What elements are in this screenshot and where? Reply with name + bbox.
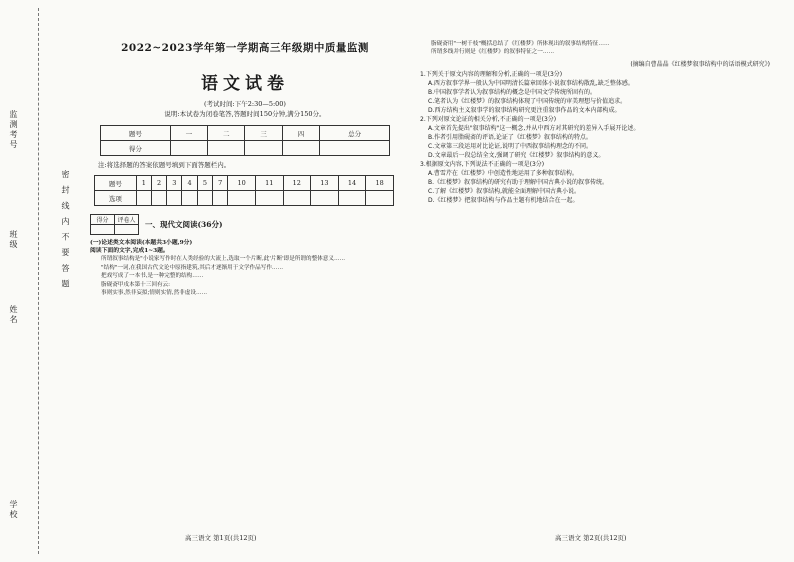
- score-input-cell[interactable]: [245, 141, 282, 156]
- page-footer-left: 高三语文 第1页(共12页): [185, 534, 257, 542]
- score-cell: 题号: [101, 126, 171, 141]
- question-2: 2.下列对原文论证的相关分析,不正确的一项是(3分): [420, 115, 557, 123]
- fold-line: [38, 8, 39, 554]
- answer-cell: 13: [311, 176, 339, 191]
- passage-paragraph: "结构"一词,在我国古代文论中原指建筑,其后才逐渐用于文学作品写作……: [101, 264, 284, 271]
- grader-name-label: 评卷人: [115, 215, 139, 225]
- answer-cell: 5: [197, 176, 212, 191]
- question-option: C.了解《红楼梦》叙事结构,就能全面理解中国古典小说。: [428, 187, 581, 195]
- question-option: B.作者引用脂砚斋的评语,论证了《红楼梦》叙事结构的特点。: [428, 133, 592, 141]
- answer-input-cell[interactable]: [167, 191, 182, 206]
- question-1: 1.下列关于原文内容的理解和分析,正确的一项是(3分): [420, 70, 563, 78]
- answer-cell: 14: [338, 176, 366, 191]
- answer-input-cell[interactable]: [136, 191, 151, 206]
- answer-input-cell[interactable]: [255, 191, 283, 206]
- subject-title: 语文试卷: [201, 74, 289, 94]
- school-year-title: 2022~2023学年第一学期高三年级期中质量监测: [121, 42, 369, 54]
- strip-label-name: 姓名: [9, 305, 18, 325]
- source-citation: (摘编自曹晶晶《红楼梦叙事结构中的话语模式研究》): [630, 60, 770, 68]
- answer-cell: 题号: [95, 176, 137, 191]
- answer-cell: 4: [182, 176, 197, 191]
- answer-input-cell[interactable]: [311, 191, 339, 206]
- subsection-title: (一)论述类文本阅读(本题共3小题,9分): [90, 240, 193, 246]
- passage-paragraph: 所谓多线并行则是《红楼梦》的叙事特征之一……: [431, 49, 555, 56]
- score-table-score-row: [101, 141, 390, 156]
- answer-cell: 2: [151, 176, 166, 191]
- strip-label-exam-no: 监测考号: [9, 110, 18, 150]
- question-option: B.中国叙事学者认为叙事结构的概念是中国文学传统所固有的。: [428, 88, 597, 96]
- quote-text: 事则实事,然非妄拟;情则实情,然非虚设……: [101, 290, 208, 297]
- score-input-cell[interactable]: [170, 141, 207, 156]
- grader-score-input[interactable]: [91, 225, 115, 235]
- score-cell: 一: [170, 126, 207, 141]
- answer-input-cell[interactable]: [366, 191, 394, 206]
- exam-instructions: 说明:本试卷为闭卷笔答,答题时间150分钟,满分150分。: [164, 110, 326, 118]
- page-footer-right: 高三语文 第2页(共12页): [555, 534, 627, 542]
- answer-cell: 1: [136, 176, 151, 191]
- passage-paragraph: 把戏写成了一本书,是一种完整的结构……: [101, 273, 204, 280]
- question-option: A.西方叙事学界一般认为中国明清长篇章回体小说叙事结构散乱,缺乏整体感。: [428, 79, 634, 87]
- strip-label-class: 班级: [9, 230, 18, 250]
- strip-label-school: 学校: [9, 500, 18, 520]
- answer-cell: 3: [167, 176, 182, 191]
- answer-cell: 选项: [95, 191, 137, 206]
- score-cell: 得分: [101, 141, 171, 156]
- answer-input-cell[interactable]: [228, 191, 256, 206]
- question-option: D.文章最后一段总结全文,强调了研究《红楼梦》叙事结构的意义。: [428, 151, 605, 159]
- answer-table-header-row: [95, 176, 394, 191]
- answer-cell: 7: [213, 176, 228, 191]
- answer-table-option-row: [95, 191, 394, 206]
- grader-score-label: 得分: [91, 215, 115, 225]
- question-3: 3.根据原文内容,下列说法不正确的一项是(3分): [420, 160, 545, 168]
- score-input-cell[interactable]: [282, 141, 319, 156]
- score-input-cell[interactable]: [320, 141, 390, 156]
- exam-time: (考试时间:下午2:30—5:00): [204, 100, 286, 108]
- answer-input-cell[interactable]: [283, 191, 311, 206]
- passage-paragraph: 所谓叙事结构是"小说家写作时在人类经验的大流上,选取一个片断,此'片断'即是所谓的整体意义……: [101, 256, 346, 263]
- answer-cell: 18: [366, 176, 394, 191]
- grader-box: [90, 214, 139, 235]
- answer-input-cell[interactable]: [151, 191, 166, 206]
- question-option: B.《红楼梦》叙事结构的研究有助于理解中国古典小说的叙事传统。: [428, 178, 609, 186]
- task-instruction: 阅读下面的文字,完成1~3题。: [90, 248, 169, 255]
- quote-title: 脂砚斋甲戌本第十三回有云:: [101, 281, 171, 288]
- answer-table: [94, 175, 394, 206]
- passage-paragraph: 脂砚斋用"一树千枝"概括总结了《红楼梦》所体现出的叙事结构特征……: [431, 41, 610, 47]
- score-cell: 四: [282, 126, 319, 141]
- section-title: 一、现代文阅读(36分): [145, 220, 223, 229]
- score-cell: 二: [208, 126, 245, 141]
- question-option: D.西方结构主义叙事学的叙事结构研究更注重叙事作品的文本内部构成。: [428, 106, 621, 114]
- seal-text: 密 封 线 内 不 要 答 题: [61, 170, 70, 288]
- binding-strip: [0, 0, 70, 562]
- score-table-header-row: [101, 126, 390, 141]
- answer-input-cell[interactable]: [338, 191, 366, 206]
- answer-cell: 11: [255, 176, 283, 191]
- grader-name-input[interactable]: [115, 225, 139, 235]
- question-option: C.笔者认为《红楼梦》的叙事结构体现了中国传统的审美理想与价值追求。: [428, 97, 627, 105]
- question-option: C.文章第三段运用对比论证,说明了中西叙事结构理念的不同。: [428, 142, 593, 150]
- question-option: D.《红楼梦》把叙事结构与作品主题有机地结合在一起。: [428, 196, 579, 204]
- reading-passage: [90, 239, 400, 297]
- answer-cell: 12: [283, 176, 311, 191]
- answer-cell: 10: [228, 176, 256, 191]
- grader-section: [90, 214, 400, 235]
- score-cell: 三: [245, 126, 282, 141]
- score-table: [100, 125, 390, 156]
- question-option: A.文章首先提出"叙事结构"这一概念,并从中西方对其研究的差异入手展开论述。: [428, 124, 640, 132]
- answer-input-cell[interactable]: [182, 191, 197, 206]
- right-column: [420, 40, 770, 205]
- question-option: A.曹雪芹在《红楼梦》中创造性地运用了多种叙事结构。: [428, 169, 578, 177]
- answer-note: 注:将选择题的答案依题号填到下面答题栏内。: [98, 161, 231, 169]
- answer-input-cell[interactable]: [213, 191, 228, 206]
- score-input-cell[interactable]: [208, 141, 245, 156]
- score-cell: 总分: [320, 126, 390, 141]
- answer-input-cell[interactable]: [197, 191, 212, 206]
- left-column: [90, 40, 400, 297]
